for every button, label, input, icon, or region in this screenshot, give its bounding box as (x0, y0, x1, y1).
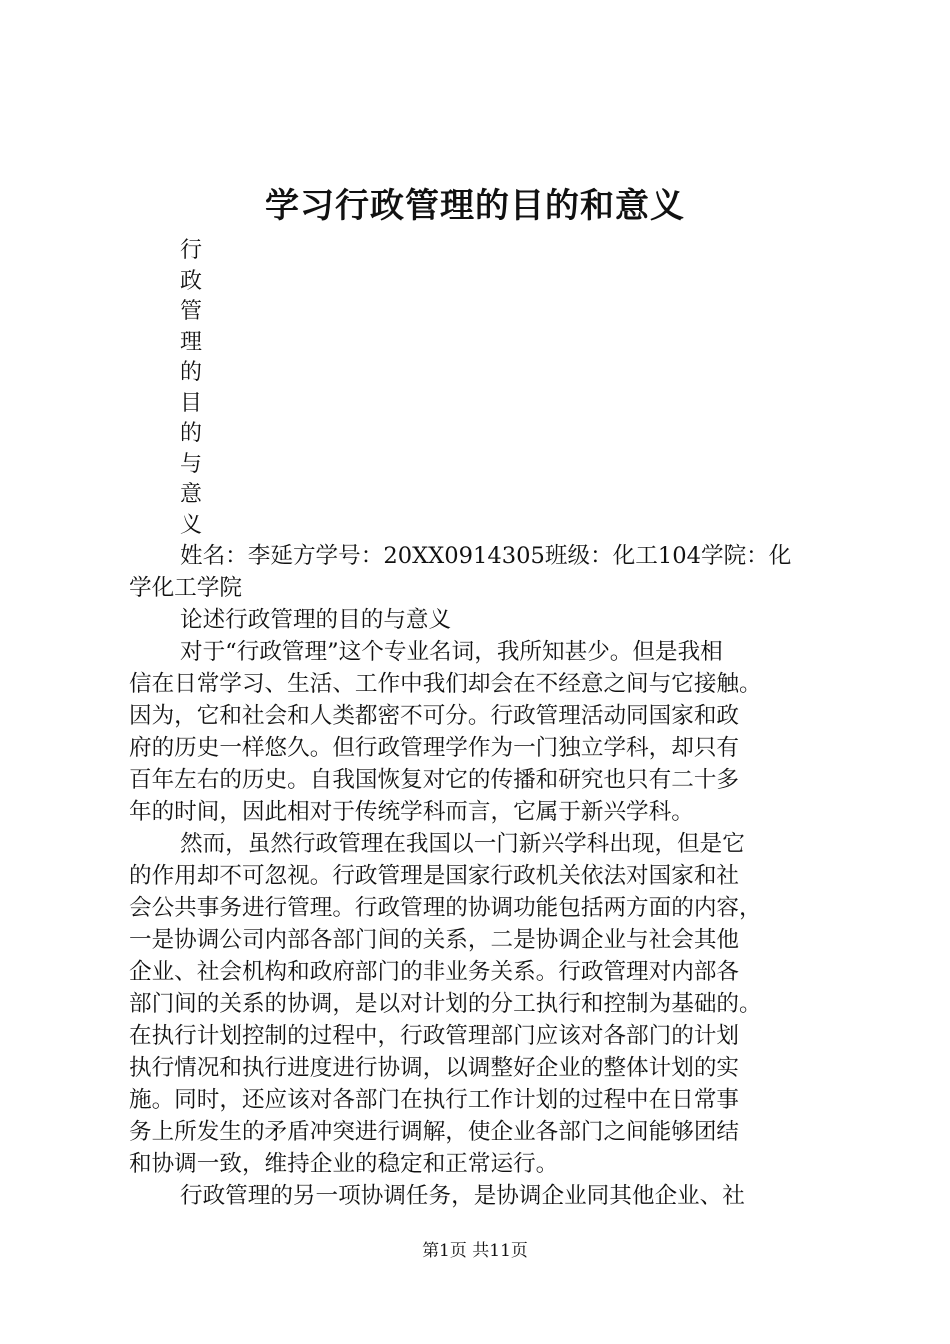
vertical-subtitle-char: 与 (180, 451, 203, 477)
vertical-subtitle-char: 行 (180, 238, 203, 263)
body-text-line: 一是协调公司内部各部门间的关系，二是协调企业与社会其他 (129, 927, 740, 953)
body-text-line: 企业、社会机构和政府部门的非业务关系。行政管理对内部各 (129, 959, 740, 985)
body-text-line: 因为，它和社会和人类都密不可分。行政管理活动同国家和政 (129, 703, 740, 729)
body-text-line: 部门间的关系的协调，是以对计划的分工执行和控制为基础的。 (129, 991, 762, 1017)
body-text-line: 和协调一致，维持企业的稳定和正常运行。 (129, 1151, 559, 1177)
body-text-line: 行政管理的另一项协调任务，是协调企业同其他企业、社 (180, 1183, 745, 1209)
body-text-line: 会公共事务进行管理。行政管理的协调功能包括两方面的内容， (129, 895, 762, 921)
body-text-line: 在执行计划控制的过程中，行政管理部门应该对各部门的计划 (129, 1023, 740, 1049)
body-text-line: 学化工学院 (129, 575, 242, 601)
body-text-line: 姓名：李延方学号：20XX0914305班级：化工104学院：化 (180, 543, 792, 569)
vertical-subtitle-char: 的 (180, 360, 203, 385)
document-body (129, 540, 835, 1212)
body-text-line: 务上所发生的矛盾冲突进行调解，使企业各部门之间能够团结 (129, 1119, 740, 1145)
body-text-line: 论述行政管理的目的与意义 (180, 607, 452, 633)
vertical-subtitle-char: 管 (180, 299, 203, 324)
body-text-line: 府的历史一样悠久。但行政管理学作为一门独立学科，却只有 (129, 735, 740, 761)
vertical-subtitle-char: 政 (180, 268, 203, 294)
body-text-line: 的作用却不可忽视。行政管理是国家行政机关依法对国家和社 (129, 863, 740, 889)
vertical-subtitle-char: 的 (180, 421, 203, 446)
body-text-line: 信在日常学习、生活、工作中我们却会在不经意之间与它接触。 (129, 671, 762, 697)
vertical-subtitle-char: 理 (180, 329, 203, 355)
vertical-subtitle-char: 义 (180, 512, 203, 538)
vertical-subtitle-char: 目 (180, 390, 203, 416)
page-footer: 第1页 共11页 (422, 1241, 528, 1261)
body-text-line: 然而，虽然行政管理在我国以一门新兴学科出现，但是它 (180, 831, 745, 857)
document-title: 学习行政管理的目的和意义 (265, 186, 685, 226)
body-text-line: 对于“行政管理”这个专业名词，我所知甚少。但是我相 (180, 639, 723, 665)
vertical-subtitle (180, 236, 210, 541)
body-text-line: 执行情况和执行进度进行协调，以调整好企业的整体计划的实 (129, 1055, 740, 1081)
vertical-subtitle-char: 意 (180, 482, 203, 507)
body-text-line: 百年左右的历史。自我国恢复对它的传播和研究也只有二十多 (129, 767, 740, 793)
body-text-line: 年的时间，因此相对于传统学科而言，它属于新兴学科。 (129, 799, 694, 825)
body-text-line: 施。同时，还应该对各部门在执行工作计划的过程中在日常事 (129, 1087, 740, 1113)
